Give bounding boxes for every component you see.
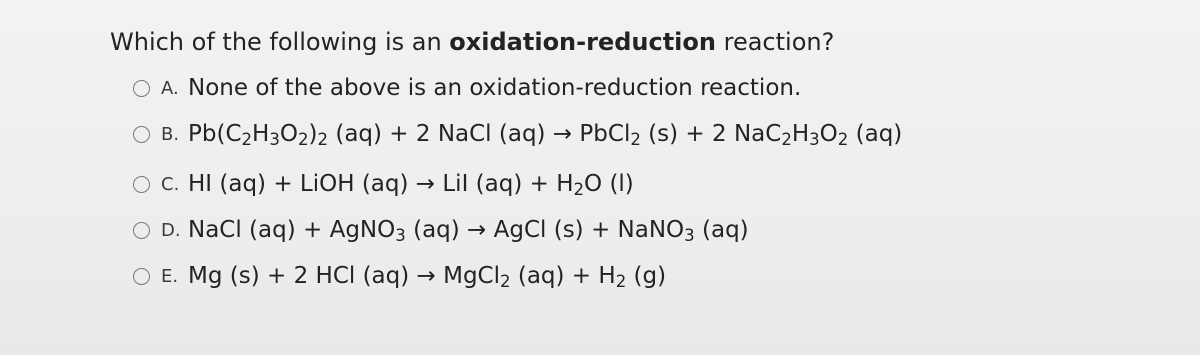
subscript: 2: [317, 130, 329, 150]
subscript: 3: [269, 130, 280, 150]
text-segment: Pb(C: [188, 121, 242, 147]
question-prefix: Which of the following is an: [110, 28, 450, 56]
subscript: 2: [573, 180, 585, 200]
option-text: [188, 171, 634, 200]
subscript: 2: [781, 130, 792, 150]
radio-button-icon[interactable]: [133, 222, 150, 239]
text-segment: (aq): [848, 121, 903, 147]
text-segment: (aq): [694, 217, 749, 243]
subscript: 2: [630, 130, 641, 150]
text-segment: Mg (s) + 2 HCl (aq) → MgCl: [188, 263, 501, 289]
text-segment: NaCl (aq) + AgNO: [188, 217, 396, 243]
text-segment: H: [252, 121, 270, 147]
text-segment: (aq) + H: [510, 263, 616, 289]
text-segment: (aq) + 2 NaCl (aq) → PbCl: [328, 121, 631, 147]
subscript: 3: [809, 130, 820, 150]
text-segment: O: [279, 121, 298, 147]
question-suffix: reaction?: [715, 28, 835, 56]
option-letter: B.: [161, 123, 180, 145]
option-d[interactable]: [133, 210, 749, 250]
subscript: 3: [684, 226, 695, 246]
subscript: 2: [837, 130, 849, 150]
option-text: [188, 75, 801, 101]
subscript: 2: [500, 272, 511, 292]
question-text: [110, 28, 834, 56]
option-letter: D.: [161, 219, 181, 241]
radio-button-icon[interactable]: [133, 126, 150, 143]
subscript: 3: [395, 226, 406, 246]
option-a[interactable]: [133, 68, 801, 108]
subscript: 2: [615, 272, 627, 292]
text-segment: H: [791, 121, 810, 147]
option-e[interactable]: [133, 256, 666, 296]
text-segment: HI (aq) + LiOH (aq) → LiI (aq) + H: [188, 171, 574, 197]
option-letter: C.: [161, 173, 180, 195]
radio-button-icon[interactable]: [133, 80, 150, 97]
radio-button-icon[interactable]: [133, 268, 150, 285]
subscript: 2: [241, 130, 253, 150]
radio-button-icon[interactable]: [133, 176, 150, 193]
text-segment: O (l): [584, 171, 634, 197]
subscript: 2: [297, 130, 309, 150]
text-segment: (g): [626, 263, 667, 289]
option-letter: A.: [161, 77, 179, 99]
option-c[interactable]: [133, 164, 634, 204]
option-text: [188, 121, 903, 150]
text-segment: None of the above is an oxidation-reduction reaction.: [188, 75, 802, 101]
text-segment: O: [819, 121, 838, 147]
option-b[interactable]: [133, 114, 902, 154]
question-bold-term: oxidation-reduction: [449, 28, 716, 56]
text-segment: (aq) → AgCl (s) + NaNO: [405, 217, 685, 243]
option-text: [188, 217, 749, 246]
text-segment: ): [308, 121, 318, 147]
option-text: [188, 263, 667, 292]
option-letter: E.: [161, 265, 179, 287]
text-segment: (s) + 2 NaC: [640, 121, 782, 147]
